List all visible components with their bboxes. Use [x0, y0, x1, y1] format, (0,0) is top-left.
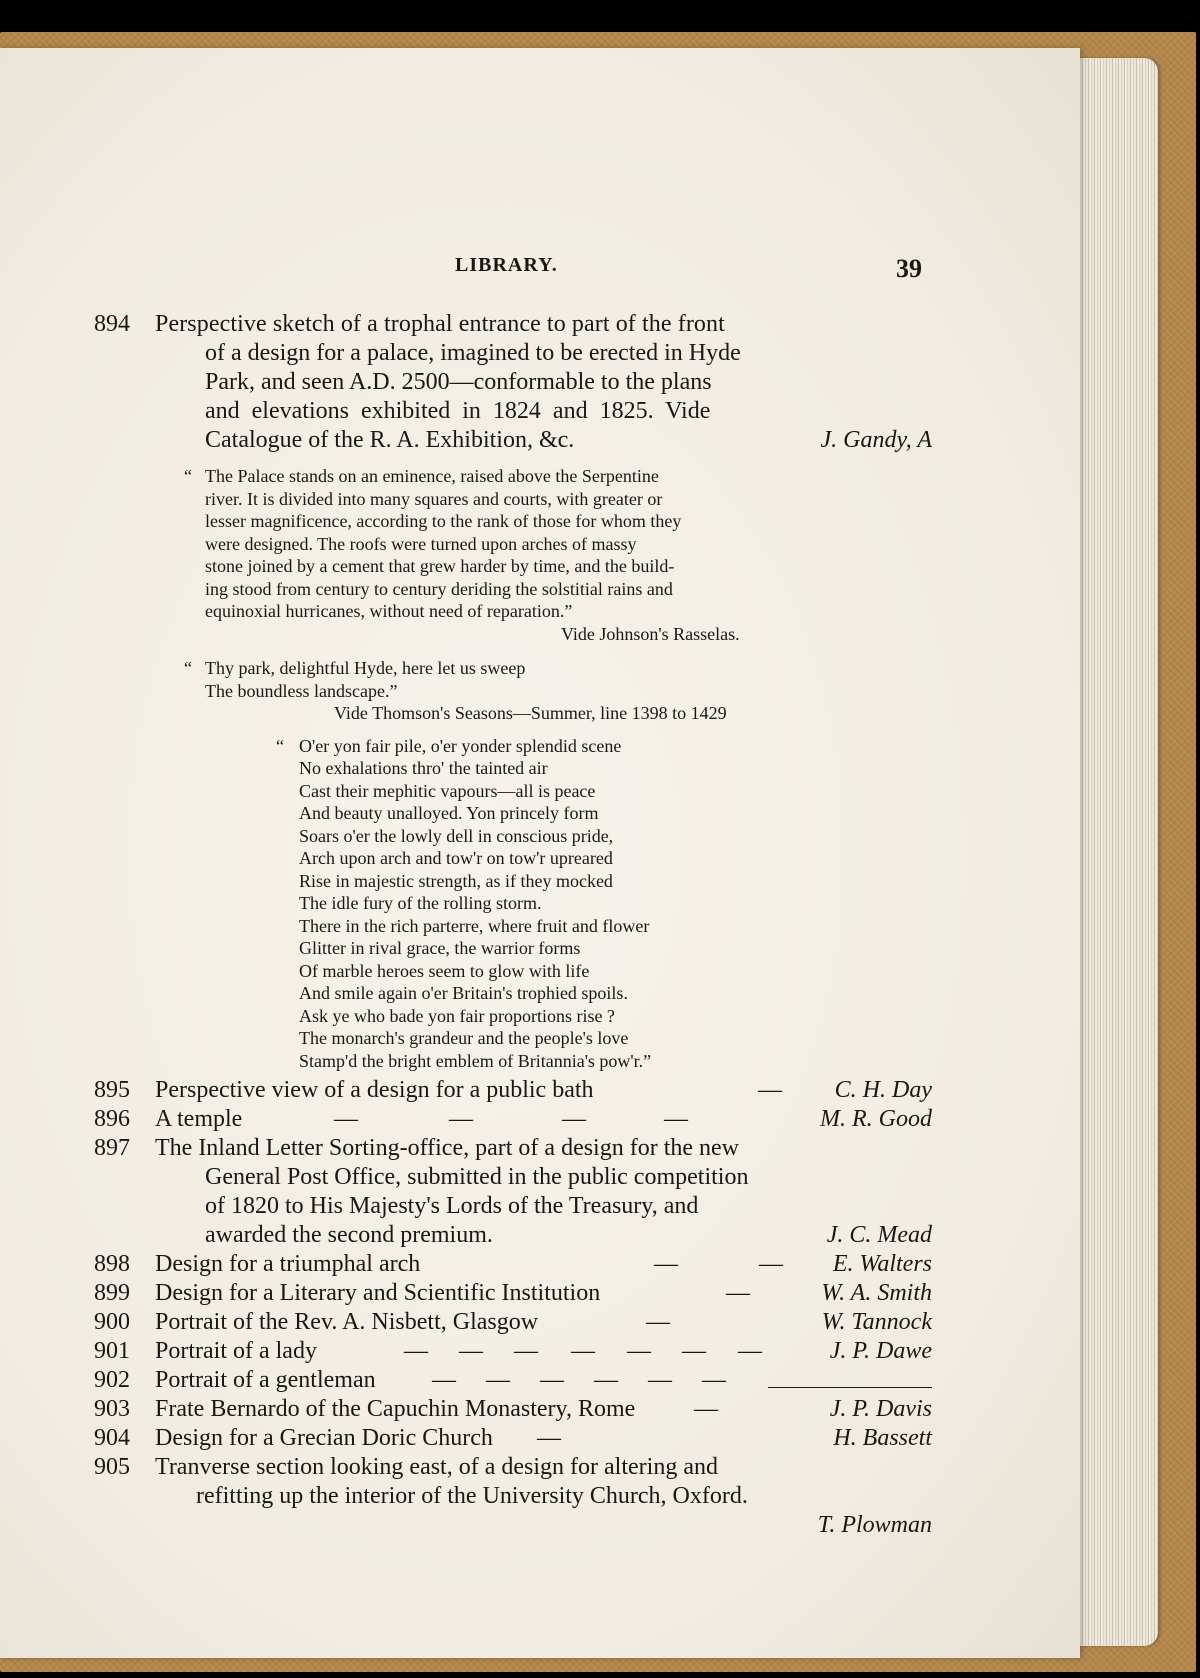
leader-dash: — — [432, 1367, 456, 1393]
entry-text: Frate Bernardo of the Capuchin Monastery, Rome — [155, 1396, 636, 1422]
entry-text: Perspective view of a design for a public bath — [155, 1077, 594, 1103]
catalogue-entry — [94, 1453, 932, 1540]
poem-text: Cast their mephitic vapours—all is peace — [299, 780, 596, 801]
quote-text: river. It is divided into many squares and courts, with greater or — [205, 488, 663, 509]
quote-line — [94, 702, 932, 725]
poem-text: And smile again o'er Britain's trophied spoils. — [299, 983, 628, 1003]
running-title: LIBRARY. — [455, 254, 558, 276]
poem-line — [94, 937, 932, 960]
entry-number: 894 — [94, 311, 130, 337]
leader-dash: — — [738, 1338, 762, 1364]
entry-text: The Inland Letter Sorting-office, part of a design for the new — [155, 1135, 740, 1161]
poem-text: The idle fury of the rolling storm. — [299, 893, 542, 913]
entry-text: General Post Office, submitted in the public competition — [205, 1164, 749, 1190]
entry-line — [94, 1511, 932, 1540]
entry-text: and elevations exhibited in 1824 and 1825. Vide — [205, 398, 711, 424]
entry-text: Design for a Grecian Doric Church — [155, 1425, 493, 1451]
entry-text: refitting up the interior of the University Church, Oxford. — [196, 1483, 748, 1509]
leader-dash: — — [759, 1251, 783, 1277]
artist-name: J. Gandy, A — [820, 427, 932, 453]
leader-dash: — — [486, 1367, 510, 1393]
artist-name: M. R. Good — [820, 1106, 932, 1132]
poem-line — [94, 892, 932, 915]
poem-text: And beauty unalloyed. Yon princely form — [299, 803, 599, 823]
poem-line — [94, 847, 932, 870]
entry-number: 905 — [94, 1454, 130, 1480]
quote-text: lesser magnificence, according to the rank of those for whom they — [205, 511, 682, 531]
poem-text: Rise in majestic strength, as if they mocked — [299, 870, 613, 891]
artist-name: J. C. Mead — [826, 1222, 932, 1248]
entry-line — [94, 339, 932, 368]
entry-number: 903 — [94, 1396, 130, 1422]
artist-name: W. A. Smith — [821, 1280, 932, 1306]
entry-text: of a design for a palace, imagined to be erected in Hyde — [205, 340, 741, 366]
entry-number: 901 — [94, 1338, 130, 1364]
catalogue-text — [94, 310, 932, 1540]
leader-dash: — — [404, 1338, 428, 1364]
entry-number: 900 — [94, 1309, 130, 1335]
catalogue-entry — [94, 1279, 932, 1308]
entry-line — [94, 1134, 932, 1163]
poem-text: Glitter in rival grace, the warrior forms — [299, 938, 581, 958]
page-number: 39 — [896, 254, 922, 283]
quote-line — [94, 680, 932, 703]
leader-dash: — — [627, 1338, 651, 1364]
leader-dash: — — [682, 1338, 706, 1364]
poem-text: Stamp'd the bright emblem of Britannia's pow'r.” — [299, 1050, 652, 1071]
artist-name: H. Bassett — [833, 1425, 932, 1451]
artist-name: E. Walters — [832, 1251, 932, 1277]
poem-text: Of marble heroes seem to glow with life — [299, 960, 590, 981]
catalogue-entry — [94, 1076, 932, 1105]
leader-dash: — — [562, 1106, 586, 1132]
quotation-thomson — [94, 657, 932, 725]
poem-text: Ask ye who bade yon fair proportions rise ? — [299, 1005, 615, 1026]
entry-line — [94, 1163, 932, 1192]
catalogue-entry — [94, 1395, 932, 1424]
artist-name: J. P. Dawe — [829, 1338, 932, 1364]
entry-text: Portrait of the Rev. A. Nisbett, Glasgow — [155, 1309, 539, 1335]
entry-text: Catalogue of the R. A. Exhibition, &c. — [205, 427, 575, 453]
poem-line — [94, 1027, 932, 1050]
catalogue-entry — [94, 1250, 932, 1279]
poem-line — [94, 870, 932, 893]
quote-source: Vide Johnson's Rasselas. — [561, 623, 740, 644]
poem-text: No exhalations thro' the tainted air — [299, 758, 548, 778]
quote-line — [94, 657, 932, 680]
poem-line — [94, 960, 932, 983]
entry-text: Design for a Literary and Scientific Institution — [155, 1280, 601, 1306]
quotation-rasselas — [94, 465, 932, 645]
entry-line — [94, 397, 932, 426]
leader-dash: — — [648, 1367, 672, 1393]
quote-text: The boundless landscape.” — [205, 680, 398, 701]
poem-text: Arch upon arch and tow'r on tow'r upreared — [299, 848, 613, 868]
leader-dash: — — [758, 1077, 782, 1103]
artist-name: W. Tannock — [821, 1309, 932, 1335]
leader-dash: — — [459, 1338, 483, 1364]
entry-number: 895 — [94, 1077, 130, 1103]
quote-line — [94, 555, 932, 578]
catalogue-entry — [94, 1337, 932, 1366]
poem-line — [94, 780, 932, 803]
artist-name: C. H. Day — [834, 1077, 932, 1103]
entry-text: Perspective sketch of a trophal entrance to part of the front — [155, 311, 725, 337]
poem-line — [94, 1050, 932, 1073]
catalogue-entry — [94, 1134, 932, 1250]
quote-open-mark: “ — [184, 658, 192, 678]
poem-line — [94, 982, 932, 1005]
catalogue-entry — [94, 1308, 932, 1337]
artist-name: J. P. Davis — [829, 1396, 932, 1422]
entry-text: awarded the second premium. — [205, 1222, 493, 1248]
poem-line — [94, 1005, 932, 1028]
quote-open-mark: “ — [184, 466, 192, 486]
entry-number: 902 — [94, 1367, 130, 1393]
quote-text: Thy park, delightful Hyde, here let us sweep — [205, 658, 526, 678]
entry-text: of 1820 to His Majesty's Lords of the Treasury, and — [205, 1193, 699, 1219]
quote-line — [94, 533, 932, 556]
entry-line — [94, 310, 932, 339]
poem-open-mark: “ — [276, 735, 284, 756]
catalogue-entry — [94, 1424, 932, 1453]
poem-line — [94, 915, 932, 938]
leader-dash: — — [514, 1338, 538, 1364]
poem-text: O'er yon fair pile, o'er yonder splendid scene — [299, 735, 622, 756]
leader-dash: — — [694, 1396, 718, 1422]
catalogue-entry — [94, 1366, 932, 1395]
entry-text: Portrait of a lady — [155, 1338, 317, 1364]
catalogue-entry — [94, 310, 932, 455]
entry-line — [94, 1192, 932, 1221]
poem — [94, 735, 932, 1073]
leader-dash: — — [646, 1309, 670, 1335]
entry-number: 897 — [94, 1135, 130, 1161]
entry-line — [94, 1453, 932, 1482]
quote-text: were designed. The roofs were turned upon arches of massy — [205, 533, 637, 554]
quote-line — [94, 465, 932, 488]
poem-text: The monarch's grandeur and the people's love — [299, 1028, 629, 1048]
entry-text: Design for a triumphal arch — [155, 1251, 421, 1277]
quote-source: Vide Thomson's Seasons—Summer, line 1398 to 1429 — [334, 703, 727, 723]
quote-text: The Palace stands on an eminence, raised above the Serpentine — [205, 466, 659, 486]
entry-number: 904 — [94, 1425, 130, 1451]
poem-text: There in the rich parterre, where fruit and flower — [299, 915, 650, 936]
entry-text: Tranverse section looking east, of a design for altering and — [155, 1454, 718, 1480]
book-page — [0, 48, 1080, 1658]
entry-number: 898 — [94, 1251, 130, 1277]
quote-line — [94, 488, 932, 511]
quote-text: ing stood from century to century deriding the solstitial rains and — [205, 578, 673, 599]
leader-dash: — — [571, 1338, 595, 1364]
entry-number: 896 — [94, 1106, 130, 1132]
entry-text: A temple — [155, 1106, 243, 1132]
leader-dash: — — [654, 1251, 678, 1277]
entry-text: Portrait of a gentleman — [155, 1367, 376, 1393]
quote-line — [94, 623, 932, 646]
entry-line — [94, 1482, 932, 1511]
entry-line — [94, 1221, 932, 1250]
leader-dash: — — [702, 1367, 726, 1393]
artist-name: T. Plowman — [817, 1512, 932, 1538]
poem-line — [94, 802, 932, 825]
entry-line — [94, 426, 932, 455]
entry-line — [94, 368, 932, 397]
quote-line — [94, 578, 932, 601]
poem-line — [94, 757, 932, 780]
leader-dash: — — [449, 1106, 473, 1132]
entry-text: Park, and seen A.D. 2500—conformable to the plans — [205, 369, 712, 395]
quote-text: stone joined by a cement that grew harder by time, and the build- — [205, 556, 675, 576]
leader-dash: — — [334, 1106, 358, 1132]
leader-dash: — — [540, 1367, 564, 1393]
poem-text: Soars o'er the lowly dell in conscious pride, — [299, 825, 614, 846]
entry-number: 899 — [94, 1280, 130, 1306]
quote-line — [94, 600, 932, 623]
poem-line — [94, 735, 932, 758]
catalogue-entry — [94, 1105, 932, 1134]
quote-line — [94, 510, 932, 533]
poem-line — [94, 825, 932, 848]
leader-dash: — — [594, 1367, 618, 1393]
leader-dash: — — [537, 1425, 561, 1451]
leader-dash: — — [664, 1106, 688, 1132]
artist-blank-rule — [768, 1387, 932, 1388]
leader-dash: — — [726, 1280, 750, 1306]
quote-text: equinoxial hurricanes, without need of reparation.” — [205, 601, 573, 621]
